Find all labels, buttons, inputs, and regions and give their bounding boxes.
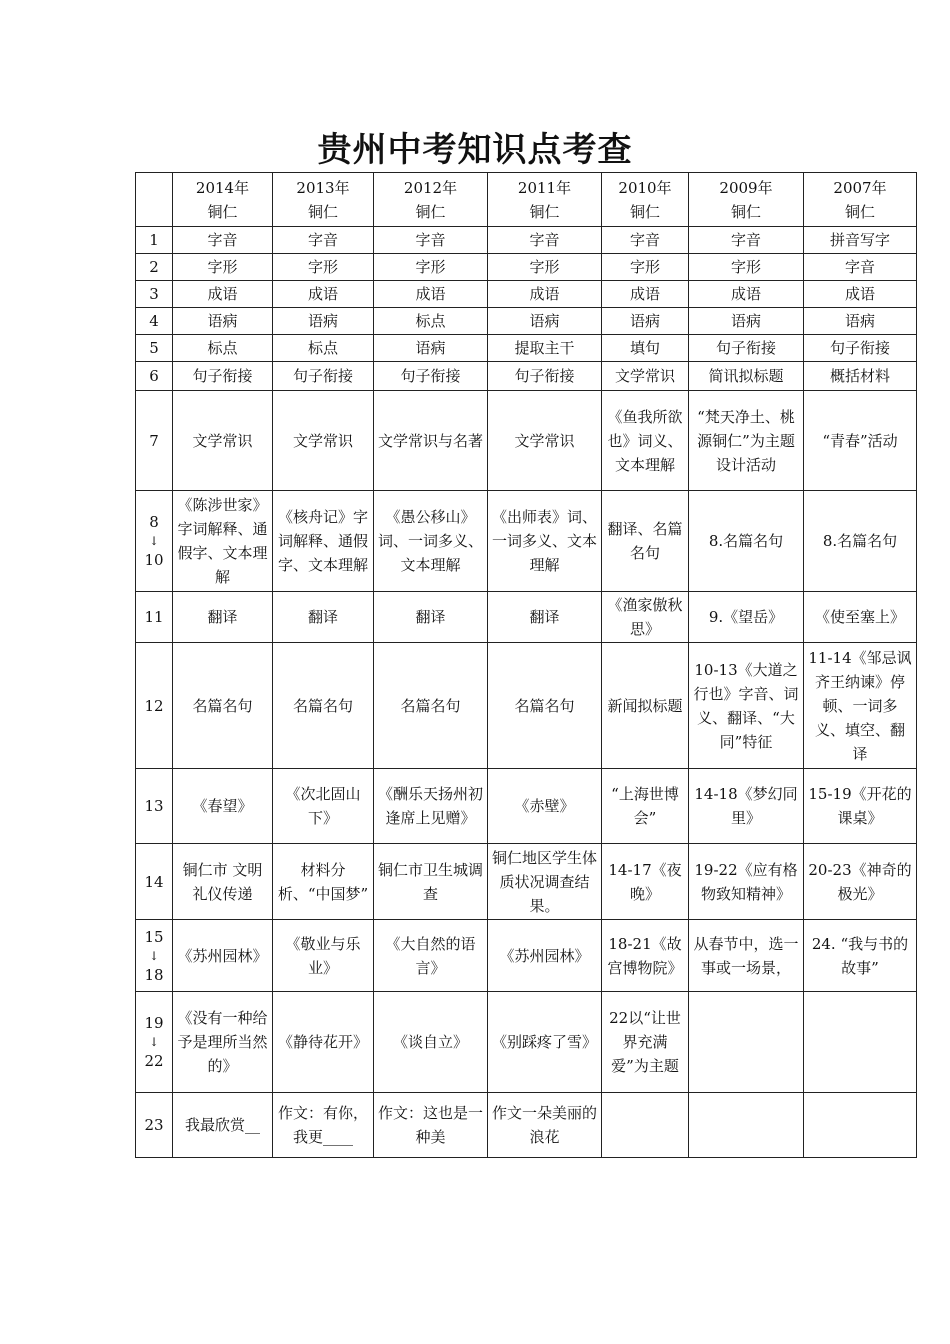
table-cell: 《苏州园林》 — [488, 920, 602, 992]
table-cell: 翻译 — [488, 592, 602, 643]
table-cell — [689, 1093, 804, 1158]
row-number-start: 15 — [144, 927, 164, 946]
table-cell: 作文：有你，我更____ — [273, 1093, 374, 1158]
header-2010: 2010年 铜仁 — [602, 173, 689, 227]
table-cell: 名篇名句 — [173, 643, 273, 769]
table-cell: 《使至塞上》 — [804, 592, 917, 643]
table-row — [136, 920, 917, 992]
table-row — [136, 992, 917, 1093]
table-cell: 语病 — [689, 308, 804, 335]
table-cell: 简讯拟标题 — [689, 362, 804, 391]
row-number-end: 22 — [144, 1052, 164, 1070]
table-cell: 句子衔接 — [173, 362, 273, 391]
table-cell: 《赤壁》 — [488, 769, 602, 844]
table-cell: 成语 — [689, 281, 804, 308]
table-cell: 字音 — [173, 227, 273, 254]
table-row — [136, 254, 917, 281]
table-cell: 字音 — [374, 227, 488, 254]
table-cell: 语病 — [374, 335, 488, 362]
row-number: 2 — [136, 254, 173, 281]
table-cell: 句子衔接 — [273, 362, 374, 391]
table-cell: 句子衔接 — [488, 362, 602, 391]
table-cell: 新闻拟标题 — [602, 643, 689, 769]
table-cell: 标点 — [273, 335, 374, 362]
row-number-end: 18 — [144, 965, 164, 984]
table-cell: 提取主干 — [488, 335, 602, 362]
table-cell: 14-18《梦幻同里》 — [689, 769, 804, 844]
table-cell: 《核舟记》字词解释、通假字、文本理解 — [273, 491, 374, 592]
table-cell: 《愚公移山》词、一词多义、文本理解 — [374, 491, 488, 592]
table-row — [136, 643, 917, 769]
table-cell: “上海世博会” — [602, 769, 689, 844]
table-cell — [689, 992, 804, 1093]
table-cell: 《陈涉世家》字词解释、通假字、文本理解 — [173, 491, 273, 592]
header-2009: 2009年 铜仁 — [689, 173, 804, 227]
table-cell — [804, 1093, 917, 1158]
table-cell: 《没有一种给予是理所当然的》 — [173, 992, 273, 1093]
table-cell: 名篇名句 — [374, 643, 488, 769]
row-number: 3 — [136, 281, 173, 308]
table-cell: 19-22《应有格物致知精神》 — [689, 844, 804, 920]
table-cell: 字形 — [273, 254, 374, 281]
header-2012: 2012年 铜仁 — [374, 173, 488, 227]
table-cell: 作文一朵美丽的浪花 — [488, 1093, 602, 1158]
table-cell: 标点 — [374, 308, 488, 335]
table-cell: 概括材料 — [804, 362, 917, 391]
table-cell: 铜仁市卫生城调查 — [374, 844, 488, 920]
table-cell: 18-21《故宫博物院》 — [602, 920, 689, 992]
table-cell: 8.名篇名句 — [689, 491, 804, 592]
table-cell: 翻译 — [374, 592, 488, 643]
table-cell: 《别踩疼了雪》 — [488, 992, 602, 1093]
table-cell: 《大自然的语言》 — [374, 920, 488, 992]
table-row — [136, 491, 917, 592]
table-cell: 翻译 — [273, 592, 374, 643]
table-cell: 《渔家傲秋思》 — [602, 592, 689, 643]
table-cell: 15-19《开花的课桌》 — [804, 769, 917, 844]
knowledge-table — [135, 172, 917, 1158]
header-2011: 2011年 铜仁 — [488, 173, 602, 227]
table-cell: 铜仁市 文明礼仪传递 — [173, 844, 273, 920]
table-cell: “青春”活动 — [804, 391, 917, 491]
table-cell — [602, 1093, 689, 1158]
table-cell: 字形 — [689, 254, 804, 281]
table-cell: 9.《望岳》 — [689, 592, 804, 643]
row-number: 6 — [136, 362, 173, 391]
table-cell: 字形 — [602, 254, 689, 281]
table-cell: 作文：这也是一种美 — [374, 1093, 488, 1158]
table-row — [136, 391, 917, 491]
table-cell: 8.名篇名句 — [804, 491, 917, 592]
table-cell: 语病 — [273, 308, 374, 335]
table-cell: 20-23《神奇的极光》 — [804, 844, 917, 920]
header-2014: 2014年 铜仁 — [173, 173, 273, 227]
down-arrow-icon: ↓ — [148, 948, 160, 963]
table-cell: 文学常识 — [273, 391, 374, 491]
row-number: 11 — [136, 592, 173, 643]
table-cell: 语病 — [173, 308, 273, 335]
table-row — [136, 281, 917, 308]
table-cell: 《静待花开》 — [273, 992, 374, 1093]
table-cell: 《苏州园林》 — [173, 920, 273, 992]
table-cell: 《次北固山下》 — [273, 769, 374, 844]
row-number: 5 — [136, 335, 173, 362]
table-cell: 句子衔接 — [804, 335, 917, 362]
table-cell: 成语 — [273, 281, 374, 308]
row-number: 12 — [136, 643, 173, 769]
corner-cell — [136, 173, 173, 227]
table-cell: 《酬乐天扬州初逢席上见赠》 — [374, 769, 488, 844]
table-cell: 22以“让世界充满爱”为主题 — [602, 992, 689, 1093]
table-cell: 14-17《夜晚》 — [602, 844, 689, 920]
down-arrow-icon: ↓ — [148, 534, 160, 548]
table-cell: 文学常识与名著 — [374, 391, 488, 491]
row-number — [136, 491, 173, 592]
row-number: 7 — [136, 391, 173, 491]
table-row — [136, 308, 917, 335]
table-cell: 翻译 — [173, 592, 273, 643]
table-cell: 填句 — [602, 335, 689, 362]
table-cell: 字音 — [602, 227, 689, 254]
header-row — [136, 173, 917, 227]
table-cell: 成语 — [804, 281, 917, 308]
table-row — [136, 227, 917, 254]
table-cell: 成语 — [602, 281, 689, 308]
table-row — [136, 1093, 917, 1158]
table-cell: 10-13《大道之行也》字音、词义、翻译、“大同”特征 — [689, 643, 804, 769]
table-cell: 名篇名句 — [273, 643, 374, 769]
header-2007: 2007年 铜仁 — [804, 173, 917, 227]
table-cell: 成语 — [374, 281, 488, 308]
table-cell: 成语 — [173, 281, 273, 308]
page-title: 贵州中考知识点考查 — [317, 130, 633, 170]
table-cell: 《谈自立》 — [374, 992, 488, 1093]
table-cell: 语病 — [488, 308, 602, 335]
table-cell: 字音 — [804, 254, 917, 281]
table-row — [136, 335, 917, 362]
table-cell: 材料分析、“中国梦” — [273, 844, 374, 920]
table-cell: 字形 — [374, 254, 488, 281]
table-row — [136, 592, 917, 643]
table-cell: 24. “我与书的故事” — [804, 920, 917, 992]
table-cell: 句子衔接 — [689, 335, 804, 362]
table-cell: 从春节中，选一事或一场景， — [689, 920, 804, 992]
table-row — [136, 769, 917, 844]
row-number: 14 — [136, 844, 173, 920]
table-cell: 拼音写字 — [804, 227, 917, 254]
row-number: 1 — [136, 227, 173, 254]
table-cell: 标点 — [173, 335, 273, 362]
table-cell: “梵天净土、桃源铜仁”为主题设计活动 — [689, 391, 804, 491]
table-cell: 字音 — [689, 227, 804, 254]
row-number-start: 19 — [144, 1014, 164, 1032]
table-cell: 句子衔接 — [374, 362, 488, 391]
table-cell: 文学常识 — [173, 391, 273, 491]
table-cell: 名篇名句 — [488, 643, 602, 769]
row-number — [136, 992, 173, 1093]
table-cell — [804, 992, 917, 1093]
table-cell: 铜仁地区学生体质状况调查结果。 — [488, 844, 602, 920]
table-cell: 翻译、名篇名句 — [602, 491, 689, 592]
header-2013: 2013年 铜仁 — [273, 173, 374, 227]
row-number: 23 — [136, 1093, 173, 1158]
table-cell: 语病 — [602, 308, 689, 335]
table-cell: 《春望》 — [173, 769, 273, 844]
table-cell: 字形 — [488, 254, 602, 281]
row-number — [136, 920, 173, 992]
table-row — [136, 362, 917, 391]
row-number-start: 8 — [149, 513, 159, 531]
table-cell: 字形 — [173, 254, 273, 281]
table-cell: 字音 — [273, 227, 374, 254]
table-row — [136, 844, 917, 920]
table-cell: 文学常识 — [602, 362, 689, 391]
table-cell: 字音 — [488, 227, 602, 254]
table-cell: 《敬业与乐业》 — [273, 920, 374, 992]
table-cell: 《鱼我所欲也》词义、文本理解 — [602, 391, 689, 491]
row-number-end: 10 — [144, 551, 164, 569]
row-number: 13 — [136, 769, 173, 844]
row-number: 4 — [136, 308, 173, 335]
table-cell: 语病 — [804, 308, 917, 335]
table-cell: 成语 — [488, 281, 602, 308]
table-cell: 11-14《邹忌讽齐王纳谏》停顿、一词多义、填空、翻译 — [804, 643, 917, 769]
table-cell: 我最欣赏__ — [173, 1093, 273, 1158]
down-arrow-icon: ↓ — [148, 1035, 160, 1049]
table-cell: 文学常识 — [488, 391, 602, 491]
table-cell: 《出师表》词、一词多义、文本理解 — [488, 491, 602, 592]
